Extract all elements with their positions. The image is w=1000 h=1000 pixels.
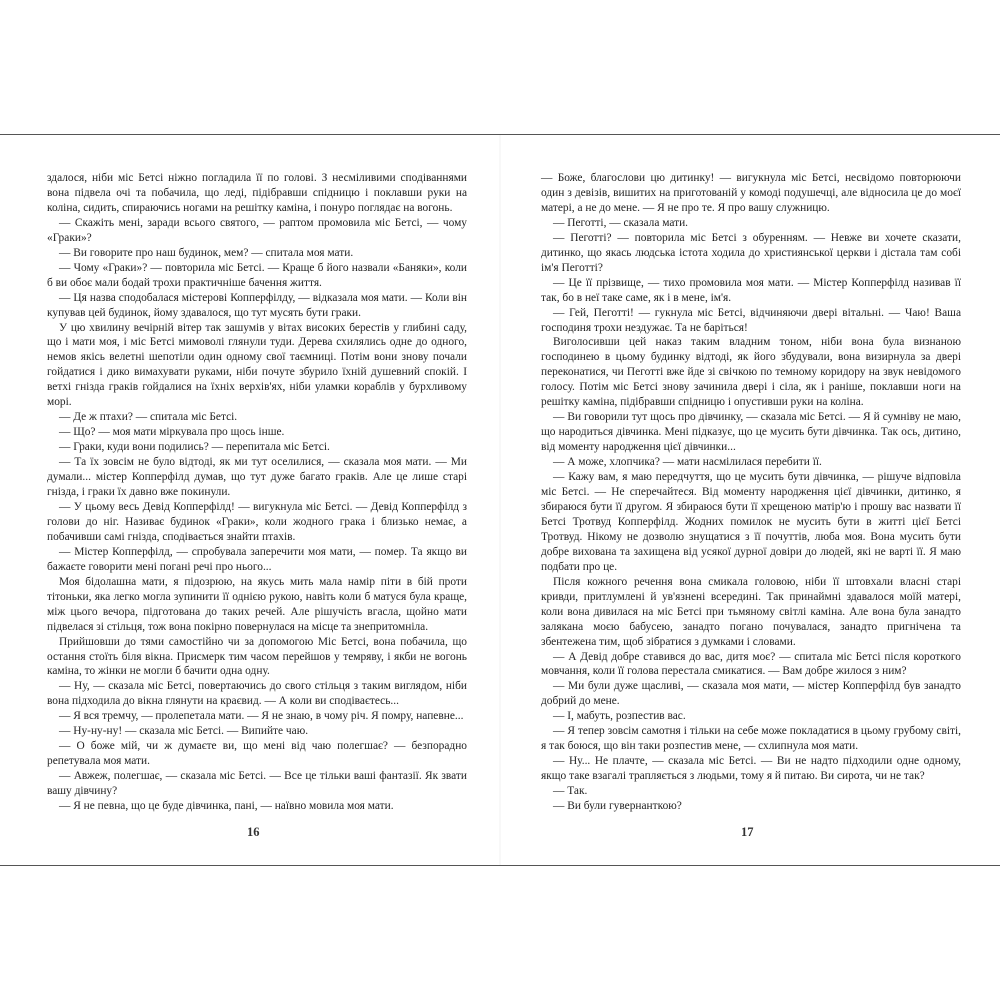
paragraph: — Я вся тремчу, — пролепетала мати. — Я не знаю, в чому річ. Я помру, напевне... [59, 710, 464, 723]
paragraph: — Ви говорите про наш будинок, мем? — спитала моя мати. [59, 246, 354, 259]
paragraph: — Містер Копперфілд, — спробувала заперечити моя мати, — помер. Та якщо ви бажаєте говорити мені погані речі про нього... [47, 545, 467, 573]
paragraph: Після кожного речення вона смикала головою, ніби її штовхали власні старі кривди, притлумлені й ув'язнені всередині. Так принаймні здавалося моїй матері, коли вона дивилася на міс Бетсі при тьмяному світлі каміна. Але вона була занадто залякана моєю бабусею, занадто погано почувалася, занадто пригнічена та збентежена тим, щоб зібратися з думками і словами. [541, 575, 961, 648]
paragraph: — А може, хлопчика? — мати насмілилася перебити її. [553, 456, 822, 469]
paragraph: — Я не певна, що це буде дівчинка, пані, — наївно мовила моя мати. [59, 800, 394, 813]
paragraph: — Ну... Не плачте, — сказала міс Бетсі. — Ви не надто підходили одне одному, якщо таке взагалі трапляється з людьми, тому я й питаю. Ви сирота, чи не так? [541, 755, 961, 783]
paragraph: — О боже мій, чи ж думаєте ви, що мені від чаю полегшає? — безпорадно репетувала моя мати. [47, 740, 467, 768]
right-page-text [541, 171, 961, 814]
paragraph: — Авжеж, полегшає, — сказала міс Бетсі. — Все це тільки ваші фантазії. Як звати вашу дівчину? [47, 770, 467, 798]
paragraph: — Це її прізвище, — тихо промовила моя мати. — Містер Копперфілд називав її так, бо в неї таке саме, як і в мене, ім'я. [541, 276, 961, 304]
paragraph: — І, мабуть, розпестив вас. [553, 710, 686, 723]
paragraph: — Пеготті, — сказала мати. [553, 216, 689, 229]
paragraph: — Ну, — сказала міс Бетсі, повертаючись до свого стільця з таким виглядом, ніби вона підходила до вікна глянути на краєвид. — А коли ви сподіваєтесь... [47, 680, 467, 708]
book-spread [0, 134, 1000, 866]
paragraph: — Кажу вам, я маю передчуття, що це мусить бути дівчинка, — рішуче відповіла міс Бетсі. — Не сперечайтеся. Від моменту народження цієї дівчинки, дитинко, я збираюся бути її другом. Я збираюся бути її хрещеною матір'ю і прошу вас назвати її Бетсі Тротвуд Копперфілд. Жодних помилок не мусить бути в житті цієї Бетсі Тротвуд. Нікому не дозволю знущатися з її почуттів, люба моя. Вона мусить бути добре вихована та захищена від усякої дурної довіри до людей, які не варті її. Я маю подбати про це. [541, 471, 961, 573]
paragraph: — Та їх зовсім не було відтоді, як ми тут оселилися, — сказала моя мати. — Ми думали... містер Копперфілд думав, що тут дуже багато граків. Але це лише старі гнізда, і граки їх давно вже покинули. [47, 456, 467, 499]
paragraph: — Ви говорили тут щось про дівчинку, — сказала міс Бетсі. — Я й сумніву не маю, що народиться дівчинка. Мені підказує, що це мусить бути дівчинка. Так ось, дитино, від моменту народження цієї дівчинки... [541, 411, 961, 454]
paragraph: — Так. [553, 785, 588, 798]
paragraph: — У цьому весь Девід Копперфілд! — вигукнула міс Бетсі. — Девід Копперфілд з голови до ніг. Називає будинок «Граки», коли жодного грака і близько немає, а побачивши самі гнізда, сподівається знайти птахів. [47, 500, 467, 543]
right-page-number: 17 [741, 825, 754, 839]
left-page-number: 16 [247, 825, 260, 839]
paragraph: здалося, ніби міс Бетсі ніжно погладила її по голові. З несміливими сподіваннями вона підвела очі та побачила, що леді, підібравши спідницю і поклавши руки на коліна, сидить, спираючись ногами на решітку каміна, і понуро поглядає на вогонь. [47, 172, 467, 214]
paragraph: — Я тепер зовсім самотня і тільки на себе може покладатися в цьому грубому світі, я так боюся, що він таки розпестив мене, — схлипнула моя мати. [541, 725, 961, 753]
left-page-text [47, 171, 467, 814]
paragraph: — Скажіть мені, заради всього святого, — раптом промовила міс Бетсі, — чому «Граки»? [47, 216, 467, 244]
paragraph: — Чому «Граки»? — повторила міс Бетсі. — Краще б його назвали «Баняки», коли б ви обоє мали бодай трохи практичніше бачення життя. [47, 261, 467, 289]
paragraph: — Де ж птахи? — спитала міс Бетсі. [59, 411, 238, 424]
paragraph: — Що? — моя мати міркувала про щось інше. [59, 426, 285, 439]
paragraph: Моя бідолашна мати, я підозрюю, на якусь мить мала намір піти в бій проти тітоньки, яка легко могла зупинити її однією рукою, навіть коли б матуся була краще, між цього вечора, підготована до таких речей. Але рішучість вгасла, щойно мати підвелася зі стільця, тож вона покірно повернулася на місце та знепритомніла. [47, 575, 467, 633]
paragraph: — Гей, Пеготті! — гукнула міс Бетсі, відчиняючи двері вітальні. — Чаю! Ваша господиня трохи нездужає. Та не баріться! [541, 306, 961, 334]
paragraph: — Граки, куди вони подились? — перепитала міс Бетсі. [59, 441, 330, 454]
paragraph: У цю хвилину вечірній вітер так зашумів у вітах високих берестів у глибині саду, що і мати моя, і міс Бетсі мимоволі глянули туди. Дерева схилялись одне до одного, немов якісь велетні шепотіли один одному свої таємниці. Потім вони знову почали гойдатися і дико вимахувати руками, ніби почуте збурило їхній душевний спокій. І ветхі гнізда граків гойдалися на їхніх верхів'ях, ніби уламки кораблів у бурхливому морі. [47, 321, 467, 409]
paragraph: — Ми були дуже щасливі, — сказала моя мати, — містер Копперфілд був занадто добрий до мене. [541, 680, 961, 708]
paragraph: Виголосивши цей наказ таким владним тоном, ніби вона була визнаною господинею в цьому будинку відтоді, як його збудували, вона визирнула за двері переконатися, чи Пеготті вже йде зі свічкою по темному коридору на звук невідомого голосу. Потім міс Бетсі знову зачинила двері і сіла, як і раніше, поклавши ноги на решітку каміна, підібравши спідницю і опустивши руки на коліна. [541, 336, 961, 409]
paragraph: — Боже, благослови цю дитинку! — вигукнула міс Бетсі, несвідомо повторюючи один з девізів, вишитих на приготованій у комоді подушечці, але відносила це до моєї матері, а не до мене. — Я не про те. Я про вашу служницю. [541, 172, 961, 214]
paragraph: — Ви були гувернанткою? [553, 800, 682, 813]
paragraph: Прийшовши до тями самостійно чи за допомогою Міс Бетсі, вона побачила, що остання стоїть біля вікна. Присмерк тим часом перейшов у темряву, і якби не вогонь каміна, то жінки не могли б бачити одна одну. [47, 635, 467, 678]
paragraph: — Пеготті? — повторила міс Бетсі з обуренням. — Невже ви хочете сказати, дитинко, що якась людська істота ходила до християнської церкви і дістала там собі ім'я Пеготті? [541, 231, 961, 274]
paragraph: — Ця назва сподобалася містерові Копперфілду, — відказала моя мати. — Коли він купував цей будинок, йому здавалося, що тут мусять бути граки. [47, 291, 467, 319]
paragraph: — А Девід добре ставився до вас, дитя моє? — спитала міс Бетсі після короткого мовчання, коли її голова перестала смикатися. — Вам добре жилося з ним? [541, 650, 961, 678]
paragraph: — Ну-ну-ну! — сказала міс Бетсі. — Випийте чаю. [59, 725, 309, 738]
book-gutter [499, 135, 501, 865]
